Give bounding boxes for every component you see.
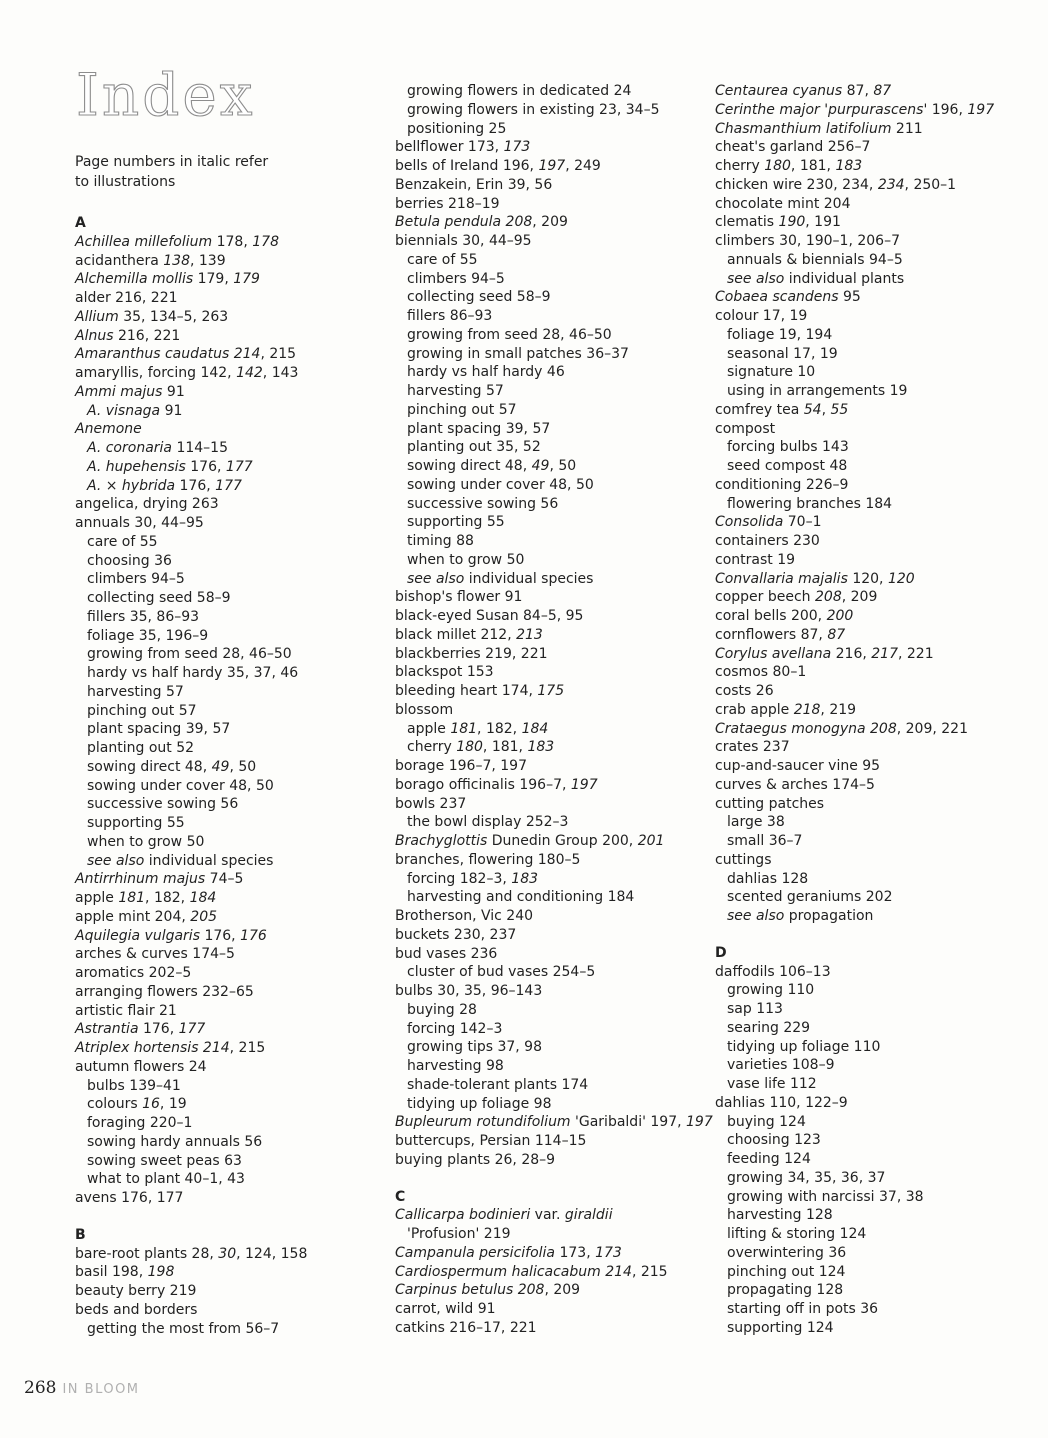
index-subentry: timing 88 <box>407 533 474 549</box>
index-subentry: see also individual species <box>87 852 274 869</box>
index-entry: Centaurea cyanus 87, 87 <box>715 83 892 99</box>
index-subentry: cherry 180, 181, 183 <box>407 739 555 756</box>
index-subentry: overwintering 36 <box>727 1244 847 1261</box>
index-entry: daffodils 106–13 <box>715 963 831 980</box>
index-entry: arranging flowers 232–65 <box>75 983 254 1000</box>
index-entry: blossom <box>395 701 454 718</box>
index-entry: Brotherson, Vic 240 <box>395 908 534 924</box>
index-entry: cosmos 80–1 <box>715 664 807 681</box>
index-entry: clematis 190, 191 <box>715 214 841 231</box>
index-entry: bleeding heart 174, 175 <box>395 683 565 699</box>
index-subentry: fillers 35, 86–93 <box>87 608 200 625</box>
index-entry: coral bells 200, 200 <box>715 608 854 624</box>
index-subentry: sowing under cover 48, 50 <box>87 777 274 794</box>
index-entry: cornflowers 87, 87 <box>715 626 846 643</box>
index-subentry: plant spacing 39, 57 <box>407 420 551 437</box>
index-subentry: growing from seed 28, 46–50 <box>407 326 612 343</box>
index-subentry: A. hupehensis 176, 177 <box>87 458 253 475</box>
intro-note <box>75 152 268 192</box>
page-title: Index <box>76 61 256 129</box>
index-subentry: hardy vs half hardy 46 <box>407 364 565 381</box>
index-entry: bells of Ireland 196, 197, 249 <box>395 158 601 174</box>
index-entry: Aquilegia vulgaris 176, 176 <box>75 927 267 944</box>
index-subentry: sowing under cover 48, 50 <box>407 476 594 493</box>
index-entry: angelica, drying 263 <box>75 496 219 513</box>
index-subentry: forcing bulbs 143 <box>727 439 849 456</box>
index-entry: chocolate mint 204 <box>715 195 851 212</box>
index-entry: Cerinthe major 'purpurascens' 196, 197 <box>715 101 995 118</box>
index-subentry: bulbs 139–41 <box>87 1077 181 1094</box>
index-subentry: small 36–7 <box>727 833 803 849</box>
index-subentry: sap 113 <box>727 1001 783 1017</box>
index-subentry: collecting seed 58–9 <box>87 590 231 606</box>
index-entry: Ammi majus 91 <box>75 383 185 400</box>
index-subentry: scented geraniums 202 <box>727 889 893 906</box>
index-entry: Benzakein, Erin 39, 56 <box>395 176 553 193</box>
index-subentry: fillers 86–93 <box>407 308 493 324</box>
index-subentry: successive sowing 56 <box>87 796 239 813</box>
index-entry: carrot, wild 91 <box>395 1301 496 1317</box>
index-subentry: hardy vs half hardy 35, 37, 46 <box>87 665 299 681</box>
index-subentry: planting out 52 <box>87 740 195 756</box>
index-entry: beds and borders <box>75 1301 198 1318</box>
index-subentry: buying 124 <box>727 1113 806 1130</box>
index-subentry: sowing sweet peas 63 <box>87 1152 242 1169</box>
index-entry: buckets 230, 237 <box>395 926 517 943</box>
index-entry: aromatics 202–5 <box>75 965 192 981</box>
index-entry: apple 181, 182, 184 <box>75 890 217 906</box>
index-subentry: using in arrangements 19 <box>727 383 908 399</box>
index-entry: conditioning 226–9 <box>715 476 849 493</box>
index-entry: borage 196–7, 197 <box>395 758 527 774</box>
index-subentry: harvesting 57 <box>407 383 504 399</box>
index-entry: Crataegus monogyna 208, 209, 221 <box>715 720 968 737</box>
index-subentry: pinching out 124 <box>727 1263 846 1280</box>
index-column-2 <box>395 82 713 1338</box>
page-number: 268 <box>24 1378 57 1398</box>
index-subentry: shade-tolerant plants 174 <box>407 1076 589 1093</box>
index-entry: cuttings <box>715 851 772 868</box>
index-entry: Consolida 70–1 <box>715 514 822 531</box>
index-subentry: growing in small patches 36–37 <box>407 345 629 362</box>
section-letter: C <box>395 1188 406 1205</box>
index-subentry: supporting 55 <box>407 514 505 531</box>
index-entry: arches & curves 174–5 <box>75 946 235 963</box>
index-subentry: supporting 124 <box>727 1319 834 1336</box>
index-subentry: foliage 19, 194 <box>727 326 833 343</box>
index-subentry: seed compost 48 <box>727 458 848 474</box>
index-subentry: cluster of bud vases 254–5 <box>407 964 596 981</box>
index-subentry: choosing 36 <box>87 552 172 569</box>
running-head: IN BLOOM <box>62 1382 140 1397</box>
index-entry: borago officinalis 196–7, 197 <box>395 776 598 793</box>
index-entry: apple mint 204, 205 <box>75 908 218 925</box>
index-entry: acidanthera 138, 139 <box>75 252 226 269</box>
index-entry: comfrey tea 54, 55 <box>715 401 849 418</box>
section-letter: B <box>75 1226 86 1243</box>
index-subentry: feeding 124 <box>727 1151 811 1167</box>
index-subentry: growing flowers in dedicated 24 <box>407 83 632 99</box>
index-entry: crates 237 <box>715 739 790 756</box>
index-entry: Anemone <box>75 421 142 438</box>
index-subentry: growing with narcissi 37, 38 <box>727 1188 924 1205</box>
index-entry: berries 218–19 <box>395 195 500 212</box>
index-subentry: sowing direct 48, 49, 50 <box>87 758 257 775</box>
index-entry: Amaranthus caudatus 214, 215 <box>75 346 297 363</box>
index-entry: artistic flair 21 <box>75 1002 177 1019</box>
index-entry: buttercups, Persian 114–15 <box>395 1133 587 1149</box>
index-entry: colour 17, 19 <box>715 308 808 324</box>
index-entry: copper beech 208, 209 <box>715 589 878 606</box>
index-subentry: successive sowing 56 <box>407 495 559 512</box>
index-subentry: seasonal 17, 19 <box>727 345 838 362</box>
index-entry: Chasmanthium latifolium 211 <box>715 120 923 137</box>
index-entry: annuals 30, 44–95 <box>75 515 204 531</box>
index-entry: blackberries 219, 221 <box>395 645 548 662</box>
index-subentry: vase life 112 <box>727 1076 817 1092</box>
index-entry: Alchemilla mollis 179, 179 <box>75 271 260 288</box>
index-entry: avens 176, 177 <box>75 1190 184 1206</box>
index-subentry: sowing hardy annuals 56 <box>87 1133 263 1150</box>
index-subentry: the bowl display 252–3 <box>407 814 569 831</box>
index-entry: Achillea millefolium 178, 178 <box>75 233 279 250</box>
index-subentry: plant spacing 39, 57 <box>87 721 231 738</box>
index-subentry: buying 28 <box>407 1001 477 1018</box>
index-entry: biennials 30, 44–95 <box>395 233 532 249</box>
index-entry: cherry 180, 181, 183 <box>715 158 863 174</box>
index-subentry: see also propagation <box>727 908 874 924</box>
index-entry: alder 216, 221 <box>75 290 178 306</box>
index-subentry: colours 16, 19 <box>87 1096 187 1113</box>
index-entry: black millet 212, 213 <box>395 626 543 643</box>
index-entry: Alnus 216, 221 <box>75 327 181 344</box>
index-subentry: pinching out 57 <box>407 401 517 418</box>
index-subentry: growing 34, 35, 36, 37 <box>727 1169 886 1186</box>
index-subentry: pinching out 57 <box>87 702 197 719</box>
index-entry: Bupleurum rotundifolium 'Garibaldi' 197, 197 <box>395 1114 713 1131</box>
index-subentry: positioning 25 <box>407 120 507 137</box>
index-entry: cutting patches <box>715 795 825 812</box>
index-entry: Carpinus betulus 208, 209 <box>395 1282 581 1299</box>
index-entry: bellflower 173, 173 <box>395 139 531 156</box>
index-entry: branches, flowering 180–5 <box>395 851 581 868</box>
index-subentry: harvesting 57 <box>87 683 184 700</box>
index-entry: Antirrhinum majus 74–5 <box>75 871 244 888</box>
index-entry: Callicarpa bodinieri var. giraldii <box>395 1207 613 1224</box>
index-entry: Convallaria majalis 120, 120 <box>715 570 915 587</box>
index-subentry: tidying up foliage 110 <box>727 1038 881 1055</box>
index-entry: curves & arches 174–5 <box>715 776 875 793</box>
index-entry: Atriplex hortensis 214, 215 <box>75 1040 266 1056</box>
index-subentry: foliage 35, 196–9 <box>87 627 209 644</box>
index-subentry: see also individual species <box>407 570 594 587</box>
index-subentry: see also individual plants <box>727 270 905 287</box>
index-subentry: annuals & biennials 94–5 <box>727 251 903 268</box>
index-subentry: care of 55 <box>407 251 478 268</box>
index-entry: contrast 19 <box>715 551 796 568</box>
index-entry: Campanula persicifolia 173, 173 <box>395 1244 622 1261</box>
index-entry: basil 198, 198 <box>75 1264 175 1281</box>
index-subentry: what to plant 40–1, 43 <box>87 1171 245 1188</box>
index-entry: autumn flowers 24 <box>75 1058 207 1075</box>
index-subentry: growing from seed 28, 46–50 <box>87 646 292 663</box>
index-column-1 <box>75 214 307 1338</box>
index-entry: Cardiospermum halicacabum 214, 215 <box>395 1263 668 1280</box>
index-entry: catkins 216–17, 221 <box>395 1319 537 1336</box>
index-subentry: A. visnaga 91 <box>87 402 183 419</box>
index-subentry: when to grow 50 <box>87 833 205 850</box>
index-subentry: getting the most from 56–7 <box>87 1320 280 1337</box>
index-entry: Allium 35, 134–5, 263 <box>75 308 229 325</box>
index-entry: black-eyed Susan 84–5, 95 <box>395 608 584 624</box>
index-entry: blackspot 153 <box>395 664 494 681</box>
index-entry: costs 26 <box>715 683 774 699</box>
index-subentry: harvesting and conditioning 184 <box>407 889 635 906</box>
index-subentry: planting out 35, 52 <box>407 439 541 456</box>
index-subentry: collecting seed 58–9 <box>407 289 551 306</box>
index-subentry: growing 110 <box>727 982 815 999</box>
index-entry: Cobaea scandens 95 <box>715 289 861 306</box>
index-subentry: varieties 108–9 <box>727 1057 835 1074</box>
index-subentry: sowing direct 48, 49, 50 <box>407 458 577 474</box>
index-subentry: A. coronaria 114–15 <box>87 440 228 456</box>
index-subentry: propagating 128 <box>727 1282 844 1299</box>
index-entry: chicken wire 230, 234, 234, 250–1 <box>715 176 957 193</box>
index-subentry: 'Profusion' 219 <box>407 1226 511 1242</box>
index-subentry: apple 181, 182, 184 <box>407 720 549 737</box>
index-entry: bulbs 30, 35, 96–143 <box>395 983 543 999</box>
section-letter: D <box>715 944 727 961</box>
index-subentry: A. × hybrida 176, 177 <box>87 477 242 494</box>
intro-line: to illustrations <box>75 174 176 190</box>
index-entry: beauty berry 219 <box>75 1283 197 1299</box>
index-subentry: when to grow 50 <box>407 551 525 568</box>
index-subentry: forcing 142–3 <box>407 1020 503 1037</box>
index-subentry: forcing 182–3, 183 <box>407 870 539 887</box>
index-entry: bowls 237 <box>395 795 467 812</box>
index-subentry: starting off in pots 36 <box>727 1301 879 1317</box>
index-entry: cheat's garland 256–7 <box>715 139 871 156</box>
section-letter: A <box>75 215 86 231</box>
page-footer <box>24 1378 140 1398</box>
index-entry: cup-and-saucer vine 95 <box>715 758 881 774</box>
index-subentry: care of 55 <box>87 533 158 550</box>
index-entry: dahlias 110, 122–9 <box>715 1094 848 1111</box>
index-entry: amaryllis, forcing 142, 142, 143 <box>75 365 299 381</box>
index-entry: bud vases 236 <box>395 945 498 962</box>
index-subentry: harvesting 128 <box>727 1207 833 1224</box>
index-subentry: growing tips 37, 98 <box>407 1039 542 1056</box>
index-column-3 <box>715 82 994 1338</box>
index-subentry: growing flowers in existing 23, 34–5 <box>407 101 660 118</box>
index-subentry: dahlias 128 <box>727 870 809 887</box>
index-subentry: searing 229 <box>727 1019 811 1036</box>
index-subentry: large 38 <box>727 814 785 831</box>
index-entry: Corylus avellana 216, 217, 221 <box>715 645 934 662</box>
index-entry: crab apple 218, 219 <box>715 701 857 718</box>
intro-line: Page numbers in italic refer <box>75 154 269 170</box>
index-entry: compost <box>715 420 776 437</box>
index-subentry: climbers 94–5 <box>407 270 505 287</box>
index-entry: Betula pendula 208, 209 <box>395 214 568 231</box>
index-entry: Astrantia 176, 177 <box>75 1021 206 1038</box>
index-subentry: lifting & storing 124 <box>727 1226 867 1242</box>
index-entry: Brachyglottis Dunedin Group 200, 201 <box>395 833 665 849</box>
index-subentry: tidying up foliage 98 <box>407 1095 552 1112</box>
index-subentry: foraging 220–1 <box>87 1115 193 1131</box>
index-subentry: signature 10 <box>727 364 816 381</box>
index-subentry: harvesting 98 <box>407 1058 504 1074</box>
index-entry: climbers 30, 190–1, 206–7 <box>715 233 900 249</box>
index-subentry: climbers 94–5 <box>87 571 185 588</box>
index-entry: buying plants 26, 28–9 <box>395 1151 556 1168</box>
index-subentry: supporting 55 <box>87 815 185 831</box>
index-entry: bishop's flower 91 <box>395 589 523 606</box>
index-entry: bare-root plants 28, 30, 124, 158 <box>75 1245 308 1262</box>
index-entry: containers 230 <box>715 533 820 549</box>
index-subentry: flowering branches 184 <box>727 495 893 512</box>
index-subentry: choosing 123 <box>727 1132 821 1149</box>
